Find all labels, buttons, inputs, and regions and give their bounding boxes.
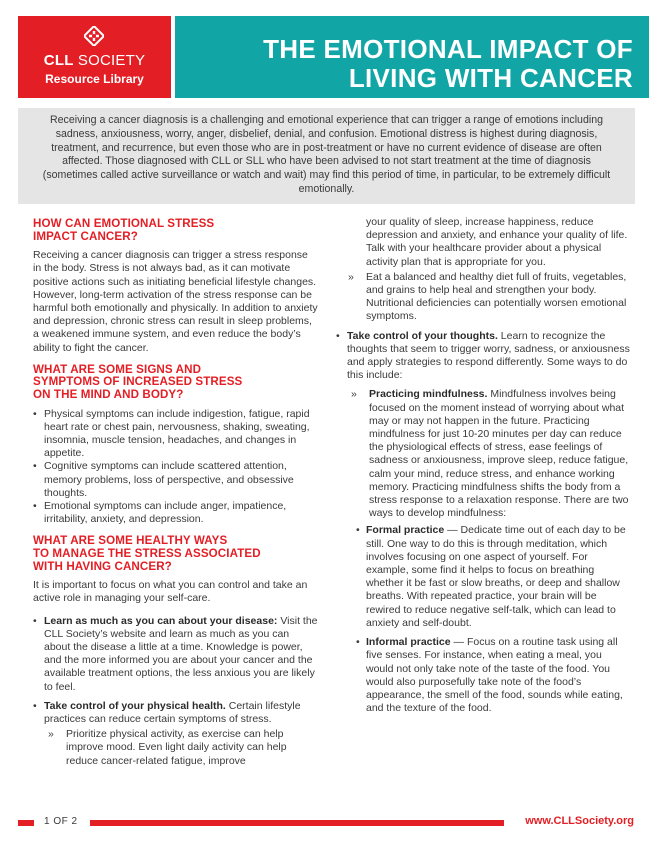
heading-emotional-stress: HOW CAN EMOTIONAL STRESS IMPACT CANCER? (33, 217, 215, 243)
physical-health-sublist (44, 728, 318, 768)
list-item-physical-health: • Take control of your physical health. Certain lifestyle practices can reduce certain symptoms of stress. » Prioritize physical activity, as exercise can help improve mood. Even light daily activity can help reduce cancer-related fatigue, improve (33, 700, 318, 768)
heading-healthy-ways: WHAT ARE SOME HEALTHY WAYS TO MANAGE THE STRESS ASSOCIATED WITH HAVING CANCER? (33, 534, 261, 573)
title-banner (175, 16, 649, 98)
cll-society-mark-icon (84, 26, 104, 46)
symptoms-list (33, 408, 318, 527)
intro-panel (18, 108, 635, 204)
page-title-line-2: LIVING WITH CANCER (348, 63, 633, 93)
page-title-line-1: THE EMOTIONAL IMPACT OF (263, 34, 633, 64)
footer-divider-bar (90, 820, 504, 826)
paragraph-stress-response: Receiving a cancer diagnosis can trigger a stress response in the body. Stress is not always bad, as it can motivate positive actions such as initiating beneficial lifestyle changes. However, long-term activation of the stress response can be harmful both emotionally and physically. In addition to anxiety and depression, chronic stress can result in sleep problems, a weakened immune system, and even reduce the body’s ability to fight the cancer. (33, 249, 318, 354)
paragraph-self-care: It is important to focus on what you can control and take an active role in managing your self-care. (33, 579, 308, 605)
intro-text: Receiving a cancer diagnosis is a challenging and emotional experience that can trigger a range of emotions including sadness, anxiousness, worry, anger, disbelief, denial, and confusion. Emotional distress is highest during diagnosis, treatment, and recurrence, but even those who are in post-treatment or have no current evidence of disease are often affected. Those diagnosed with CLL or SLL who have been advised to not start treatment at the time of diagnosis (sometimes called active surveillance or watch and wait) may find this period of time, in particular, to be extremely difficult emotionally. (42, 114, 611, 195)
thoughts-sublist (347, 388, 631, 715)
thoughts-list (336, 330, 631, 716)
right-column (336, 216, 631, 724)
list-item: » Eat a balanced and healthy diet full of fruits, vegetables, and grains to help heal and strengthen your body. Nutritional deficiencies can potentially worsen emotional symptoms. (344, 271, 631, 324)
logo-subtitle: Resource Library (45, 72, 144, 86)
footer-accent-bar (18, 820, 34, 826)
heading-signs-symptoms: WHAT ARE SOME SIGNS AND SYMPTOMS OF INCREASED STRESS ON THE MIND AND BODY? (33, 362, 243, 401)
strategies-list (33, 615, 318, 768)
list-item-mindfulness: » Practicing mindfulness. Mindfulness involves being focused on the moment instead of worrying about what may or may not happen in the future. Practicing mindfulness for just 10-20 minutes per day can reduce the physiological effects of stress, ease feelings of sadness or anxiousness, improve sleep, reduce fatigue, calm your mind, reduce stress, and enhance working memory. Practicing mindfulness shifts the body from a stress response to a relaxation response. There are two ways to develop mindfulness: • Formal practice — Dedicate time out of each day to be still. One way to do this is through meditation, which involves focusing on one aspect of yourself. For example, some find it helps to focus on breathing whether it be fast or slow breaths, or deep and shallow breaths. With repeated practice, your brain will be rewired to reduce negative self-talk, which can lead to anxiety and self-doubt. • Informal practice — Focus on a routine task using all five senses. For instance, when eating a meal, you would not only take note of the taste of the food. You would also purposefully take note of the food’s appearance, the smell of the food, sounds while eating, and the texture of the food. (347, 388, 631, 715)
logo-name: CLL SOCIETY (43, 52, 146, 69)
list-item-learn: • Learn as much as you can about your disease: Visit the CLL Society’s website and learn as much as you can about the disease a little at a time. Knowledge is power, and the more informed you are about your cancer and the available treatment options, the less anxious you are likely to feel. (33, 615, 318, 694)
page-number: 1 OF 2 (44, 816, 78, 827)
list-item-thoughts: • Take control of your thoughts. Learn to recognize the thoughts that seem to trigger worry, sadness, or anxiousness and apply strategies to respond differently. Some ways to do this include: » Practicing mindfulness. Mindfulness involves being focused on the moment instead of worrying about what may or may not happen in the future. Practicing mindfulness for just 10-20 minutes per day can reduce the physiological effects of stress, ease feelings of sadness or anxiousness, improve sleep, reduce fatigue, calm your mind, reduce stress, and enhance working memory. Practicing mindfulness shifts the body from a stress response to a relaxation response. There are two ways to develop mindfulness: • Formal practice — Dedicate time out of each day to be still. One way to do this is through meditation, which involves focusing on one aspect of yourself. For example, some find it helps to focus on breathing whether it be fast or slow breaths, or deep and shallow breaths. With repeated practice, your brain will be rewired to reduce negative self-talk, which can lead to anxiety and self-doubt. • Informal practice — Focus on a routine task using all five senses. For instance, when eating a meal, you would not only take note of the taste of the food. You would also purposefully take note of the food’s appearance, the smell of the food, sounds while eating, and the texture of the food. (336, 330, 631, 716)
page-header (0, 0, 649, 98)
footer-website-link[interactable]: www.CLLSociety.org (525, 815, 634, 827)
cll-society-logo[interactable] (18, 16, 171, 98)
list-item-formal-practice: • Formal practice — Dedicate time out of each day to be still. One way to do this is through meditation, which involves focusing on one aspect of yourself. For example, some find it helps to focus on breathing whether it be fast or slow breaths, or deep and shallow breaths. With repeated practice, your brain will be rewired to reduce negative self-talk, which can lead to anxiety and self-doubt. (356, 524, 631, 630)
left-column (33, 218, 318, 777)
mindfulness-practices-list (356, 524, 631, 715)
list-item: » Prioritize physical activity, as exercise can help improve mood. Even light daily activity can help reduce cancer-related fatigue, improve (44, 728, 318, 768)
list-item: • Emotional symptoms can include anger, impatience, irritability, anxiety, and depression. (33, 500, 318, 526)
list-item: • Physical symptoms can include indigestion, fatigue, rapid heart rate or chest pain, nervousness, shaking, sweating, insomnia, muscle tension, headaches, and changes in appetite. (33, 408, 318, 461)
list-item-informal-practice: • Informal practice — Focus on a routine task using all five senses. For instance, when eating a meal, you would not only take note of the taste of the food. You would also purposefully take note of the food’s appearance, the smell of the food, sounds while eating, and the texture of the food. (356, 636, 631, 715)
continued-text: your quality of sleep, increase happiness, reduce depression and anxiety, and enhance your quality of life. Talk with your healthcare provider about a physical activity plan that is appropriate for you. (366, 216, 628, 268)
list-item: • Cognitive symptoms can include scattered attention, memory problems, loss of perspective, and obsessive thoughts. (33, 460, 318, 500)
physical-health-sublist-cont (344, 271, 631, 324)
